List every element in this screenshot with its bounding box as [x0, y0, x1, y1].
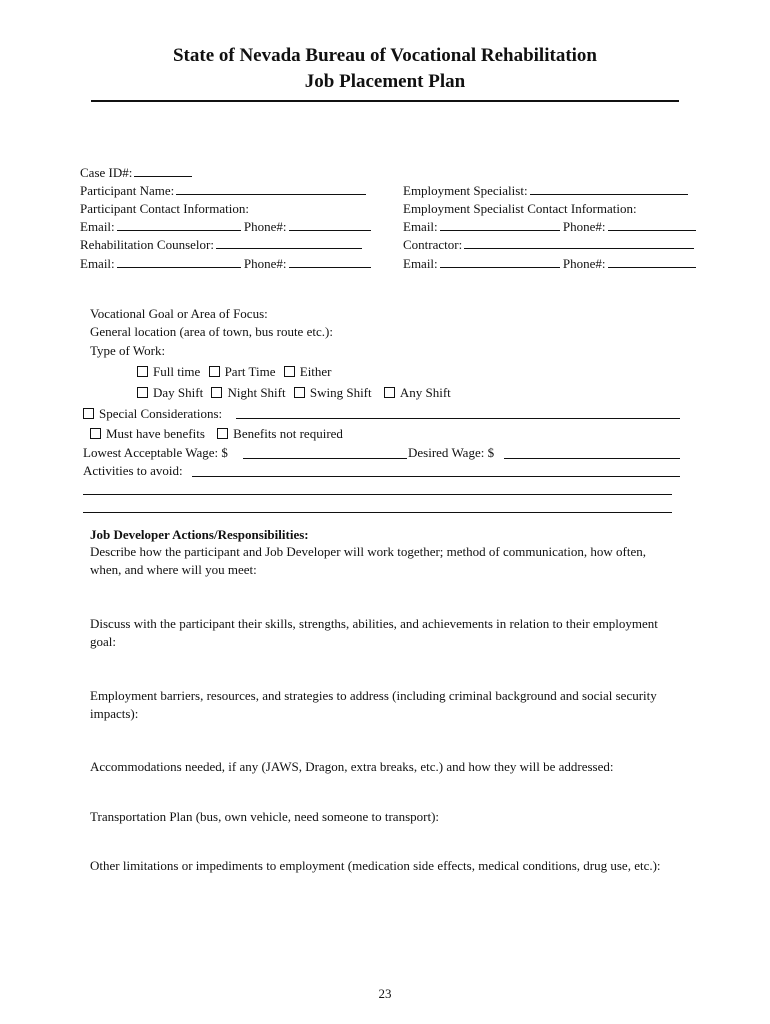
benefits-not-required-checkbox[interactable]: [217, 428, 228, 439]
es-email-label: Email:: [403, 219, 438, 234]
page-number: 23: [378, 986, 392, 1001]
full-time-label: Full time: [153, 364, 201, 379]
participant-email-field[interactable]: [117, 218, 241, 231]
counselor-email-label: Email:: [80, 256, 115, 271]
question-work-together: Describe how the participant and Job Developer will work together; method of communication, how often, when, and where will you meet:: [90, 544, 646, 577]
desired-wage-field[interactable]: [504, 458, 680, 459]
contractor-label: Contractor:: [403, 237, 463, 252]
swing-shift-label: Swing Shift: [309, 385, 372, 400]
special-considerations-label: Special Considerations:: [99, 406, 223, 421]
night-shift-option[interactable]: [211, 384, 285, 401]
contractor-phone-field[interactable]: [608, 255, 696, 268]
participant-phone-field[interactable]: [289, 218, 371, 231]
question-skills-strengths: Discuss with the participant their skills, strengths, abilities, and achievements in relation to their employment goal:: [90, 616, 658, 649]
contractor-email-label: Email:: [403, 256, 438, 271]
activities-line-2[interactable]: [83, 494, 672, 495]
must-have-benefits-label: Must have benefits: [106, 426, 205, 441]
question-employment-barriers: Employment barriers, resources, and strategies to address (including criminal background and social security impacts):: [90, 688, 657, 721]
work-hours-options: [137, 363, 337, 380]
rehab-counselor-field[interactable]: [216, 236, 362, 249]
lowest-wage-label: Lowest Acceptable Wage: $: [83, 445, 228, 460]
participant-contact-label: Participant Contact Information:: [80, 201, 249, 216]
case-id-field[interactable]: [134, 164, 192, 177]
employment-specialist-label: Employment Specialist:: [403, 183, 528, 198]
activities-to-avoid-field[interactable]: [192, 476, 680, 477]
must-have-benefits-option[interactable]: [90, 425, 205, 442]
participant-phone-label: Phone#:: [243, 219, 287, 234]
shift-options: [137, 384, 456, 401]
rehab-counselor-row: [80, 236, 362, 253]
day-shift-option[interactable]: [137, 384, 203, 401]
counselor-email-row: [80, 255, 371, 272]
es-email-row: [403, 218, 696, 235]
desired-wage-label: Desired Wage: $: [408, 445, 495, 460]
any-shift-checkbox[interactable]: [384, 387, 395, 398]
either-label: Either: [299, 364, 332, 379]
part-time-checkbox[interactable]: [209, 366, 220, 377]
special-considerations-field[interactable]: [236, 418, 680, 419]
day-shift-checkbox[interactable]: [137, 387, 148, 398]
question-accommodations: Accommodations needed, if any (JAWS, Dragon, extra breaks, etc.) and how they will be addressed:: [90, 759, 614, 774]
swing-shift-checkbox[interactable]: [294, 387, 305, 398]
contractor-email-row: [403, 255, 696, 272]
participant-email-row: [80, 218, 371, 235]
swing-shift-option[interactable]: [294, 384, 372, 401]
job-developer-heading: Job Developer Actions/Responsibilities:: [90, 527, 309, 542]
case-id-label: Case ID#:: [80, 165, 133, 180]
night-shift-checkbox[interactable]: [211, 387, 222, 398]
type-of-work-label: Type of Work:: [90, 343, 166, 358]
full-time-checkbox[interactable]: [137, 366, 148, 377]
counselor-email-field[interactable]: [117, 255, 241, 268]
part-time-label: Part Time: [224, 364, 276, 379]
lowest-wage-field[interactable]: [243, 458, 407, 459]
full-time-option[interactable]: [137, 363, 200, 380]
title-divider: [91, 100, 679, 102]
contractor-email-field[interactable]: [440, 255, 560, 268]
participant-name-row: [80, 182, 366, 199]
night-shift-label: Night Shift: [227, 385, 286, 400]
must-have-benefits-checkbox[interactable]: [90, 428, 101, 439]
special-considerations-checkbox[interactable]: [83, 408, 94, 419]
contractor-row: [403, 236, 694, 253]
either-checkbox[interactable]: [284, 366, 295, 377]
general-location-label: General location (area of town, bus route etc.):: [90, 324, 333, 339]
benefits-not-required-label: Benefits not required: [233, 426, 343, 441]
question-other-limitations: Other limitations or impediments to employment (medication side effects, medical conditions, drug use, etc.):: [90, 858, 661, 873]
contractor-phone-label: Phone#:: [562, 256, 606, 271]
counselor-phone-field[interactable]: [289, 255, 371, 268]
participant-name-label: Participant Name:: [80, 183, 175, 198]
contractor-field[interactable]: [464, 236, 694, 249]
day-shift-label: Day Shift: [153, 385, 204, 400]
any-shift-label: Any Shift: [399, 385, 451, 400]
activities-to-avoid-label: Activities to avoid:: [83, 463, 183, 478]
vocational-goal-label: Vocational Goal or Area of Focus:: [90, 306, 268, 321]
es-phone-label: Phone#:: [562, 219, 606, 234]
employment-specialist-field[interactable]: [530, 182, 688, 195]
participant-email-label: Email:: [80, 219, 115, 234]
es-phone-field[interactable]: [608, 218, 696, 231]
employment-specialist-row: [403, 182, 688, 199]
benefits-not-required-option[interactable]: [217, 425, 343, 442]
case-id-row: [80, 164, 192, 181]
special-considerations-row: [83, 405, 222, 422]
es-email-field[interactable]: [440, 218, 560, 231]
benefits-options: [90, 425, 348, 442]
either-option[interactable]: [284, 363, 332, 380]
form-title: State of Nevada Bureau of Vocational Rehabilitation: [172, 45, 597, 66]
es-contact-label: Employment Specialist Contact Information:: [403, 201, 637, 216]
counselor-phone-label: Phone#:: [243, 256, 287, 271]
activities-line-3[interactable]: [83, 512, 672, 513]
form-subtitle: Job Placement Plan: [304, 71, 466, 92]
question-transportation: Transportation Plan (bus, own vehicle, need someone to transport):: [90, 809, 440, 824]
rehab-counselor-label: Rehabilitation Counselor:: [80, 237, 214, 252]
any-shift-option[interactable]: [384, 384, 451, 401]
participant-name-field[interactable]: [176, 182, 366, 195]
part-time-option[interactable]: [209, 363, 276, 380]
